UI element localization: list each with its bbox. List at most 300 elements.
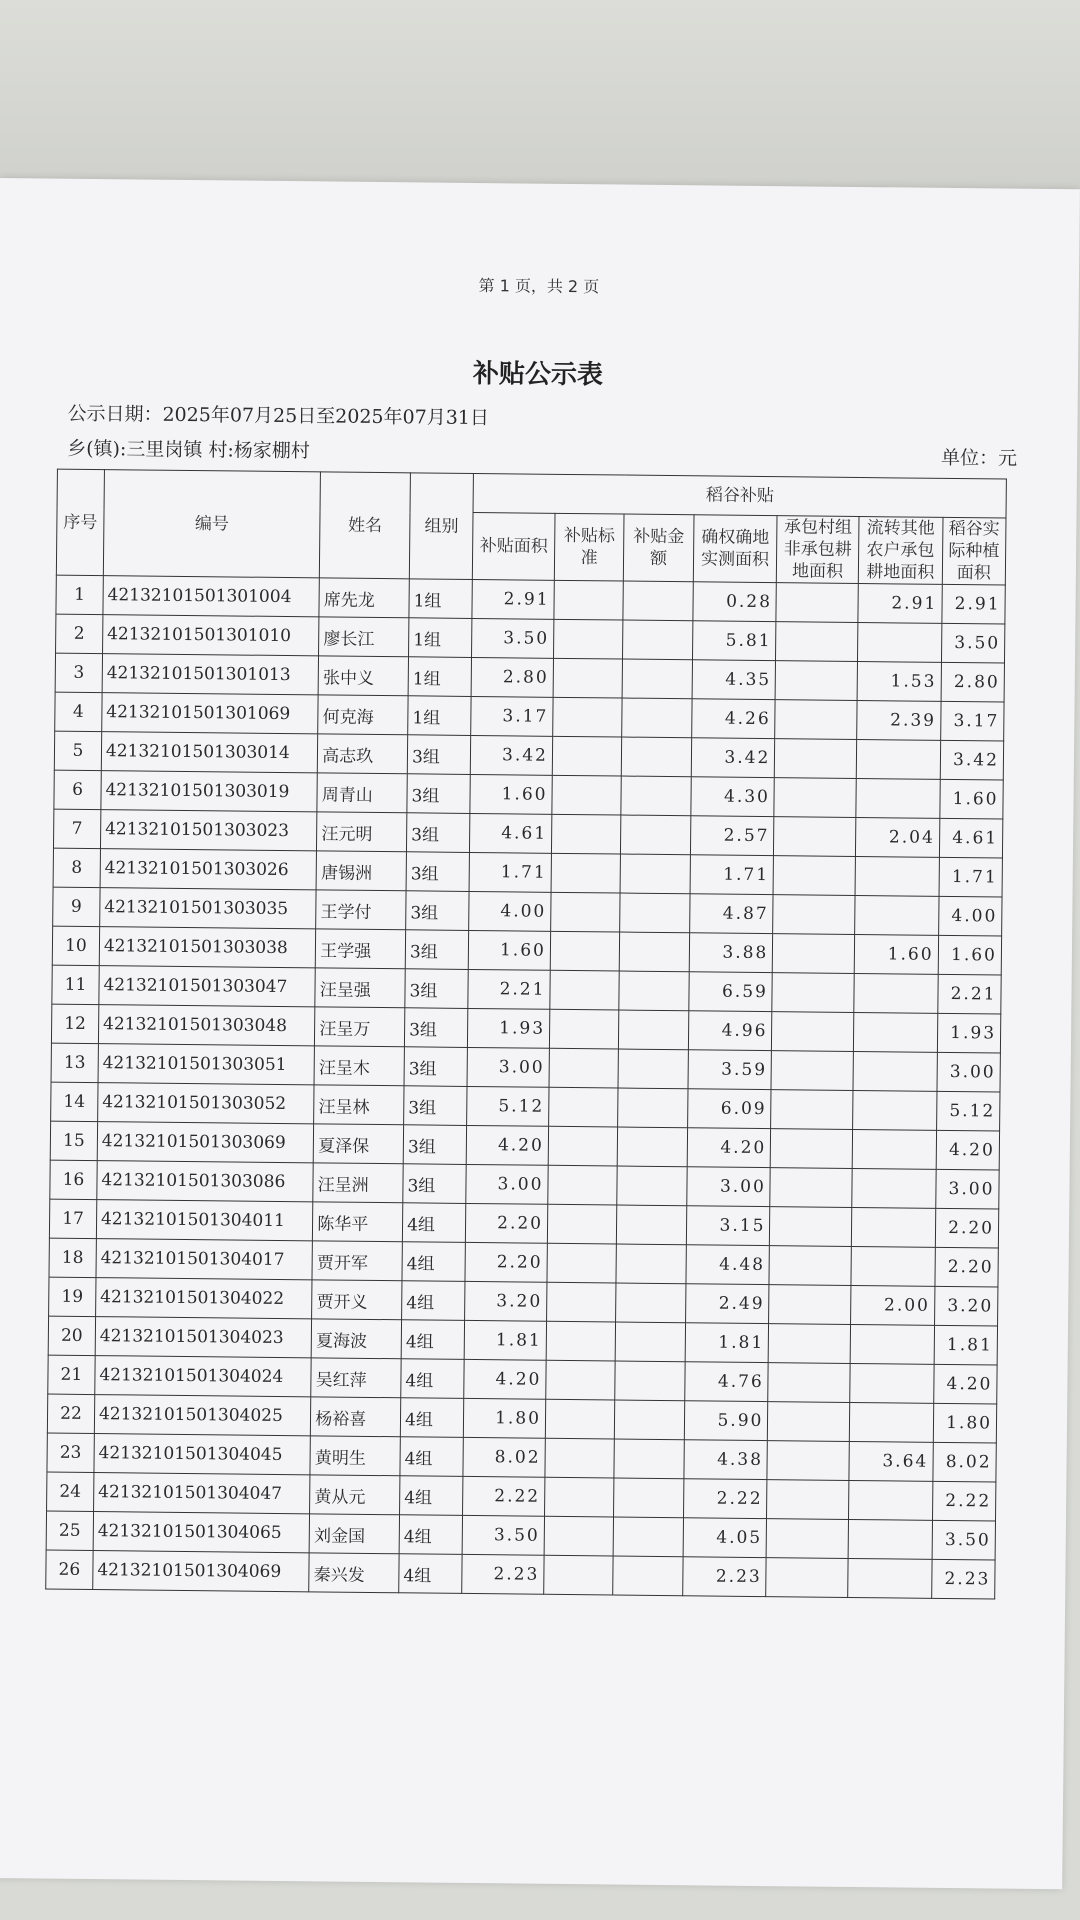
publication-date: 公示日期：2025年07月25日至2025年07月31日 bbox=[67, 402, 490, 430]
row-actual: 2.22 bbox=[932, 1481, 996, 1521]
row-amount bbox=[614, 1439, 684, 1479]
row-name: 汪呈万 bbox=[315, 1007, 405, 1047]
row-measured: 4.38 bbox=[684, 1440, 768, 1480]
row-code: 42132101501303052 bbox=[98, 1083, 315, 1124]
row-amount bbox=[618, 1049, 688, 1089]
row-name: 汪元明 bbox=[317, 812, 407, 852]
row-group: 1组 bbox=[408, 696, 472, 736]
row-contract bbox=[773, 856, 855, 896]
row-transfer bbox=[851, 1246, 935, 1286]
row-code: 42132101501304025 bbox=[94, 1395, 311, 1436]
row-group: 1组 bbox=[409, 579, 473, 619]
row-contract bbox=[770, 1207, 852, 1247]
row-area: 3.20 bbox=[465, 1281, 547, 1321]
row-measured: 2.57 bbox=[690, 816, 774, 856]
row-measured: 4.35 bbox=[692, 660, 776, 700]
header-transfer: 流转其他农户承包耕地面积 bbox=[858, 517, 942, 585]
row-measured: 3.88 bbox=[689, 933, 773, 973]
row-standard bbox=[547, 1243, 617, 1283]
row-standard bbox=[549, 1087, 619, 1127]
row-standard bbox=[550, 970, 620, 1010]
row-amount bbox=[621, 815, 691, 855]
row-contract bbox=[766, 1558, 848, 1598]
header-actual: 稻谷实际种植面积 bbox=[942, 517, 1006, 585]
row-group: 3组 bbox=[403, 1164, 467, 1204]
row-index: 9 bbox=[53, 887, 100, 926]
row-group: 3组 bbox=[406, 891, 470, 931]
row-transfer bbox=[856, 778, 940, 818]
row-index: 24 bbox=[47, 1472, 94, 1511]
row-actual: 4.00 bbox=[938, 896, 1002, 936]
row-index: 22 bbox=[47, 1394, 94, 1433]
row-transfer: 2.91 bbox=[858, 584, 942, 624]
row-transfer: 3.64 bbox=[849, 1441, 933, 1481]
row-standard bbox=[545, 1399, 615, 1439]
row-standard bbox=[544, 1477, 614, 1517]
row-contract bbox=[767, 1441, 849, 1481]
row-standard bbox=[548, 1126, 618, 1166]
row-measured: 1.71 bbox=[690, 855, 774, 895]
row-group: 3组 bbox=[405, 969, 469, 1009]
subsidy-table bbox=[45, 469, 1007, 1600]
row-code: 42132101501303051 bbox=[98, 1044, 315, 1085]
row-name: 汪呈洲 bbox=[313, 1163, 403, 1203]
row-group: 4组 bbox=[400, 1398, 464, 1438]
row-code: 42132101501303047 bbox=[99, 966, 316, 1007]
row-actual: 3.00 bbox=[937, 1052, 1001, 1092]
row-index: 5 bbox=[54, 731, 101, 770]
row-actual: 3.50 bbox=[941, 623, 1005, 663]
row-contract bbox=[768, 1363, 850, 1403]
row-contract bbox=[771, 1090, 853, 1130]
row-index: 6 bbox=[54, 770, 101, 809]
row-actual: 8.02 bbox=[933, 1442, 997, 1482]
row-name: 张中义 bbox=[318, 656, 408, 696]
row-amount bbox=[622, 737, 692, 777]
row-transfer bbox=[853, 1051, 937, 1091]
row-index: 25 bbox=[46, 1511, 93, 1550]
row-actual: 2.91 bbox=[942, 584, 1006, 624]
row-transfer bbox=[848, 1519, 932, 1559]
unit-label: 单位：元 bbox=[940, 446, 1018, 470]
row-name: 何克海 bbox=[318, 695, 408, 735]
row-index: 12 bbox=[51, 1004, 98, 1043]
row-index: 17 bbox=[49, 1199, 96, 1238]
row-amount bbox=[620, 893, 690, 933]
row-index: 16 bbox=[50, 1160, 97, 1199]
row-standard bbox=[553, 658, 623, 698]
row-group: 3组 bbox=[404, 1047, 468, 1087]
row-transfer bbox=[848, 1480, 932, 1520]
row-amount bbox=[618, 1127, 688, 1167]
row-group: 3组 bbox=[407, 735, 471, 775]
row-standard bbox=[545, 1438, 615, 1478]
header-amount: 补贴金额 bbox=[624, 514, 694, 582]
page-title: 补贴公示表 bbox=[472, 358, 604, 391]
header-area: 补贴面积 bbox=[473, 512, 555, 580]
row-name: 夏海波 bbox=[311, 1319, 401, 1359]
row-group: 3组 bbox=[405, 930, 469, 970]
row-transfer bbox=[856, 740, 940, 780]
row-area: 2.23 bbox=[462, 1554, 544, 1594]
row-amount bbox=[614, 1478, 684, 1518]
row-transfer: 2.04 bbox=[855, 817, 939, 857]
row-standard bbox=[548, 1165, 618, 1205]
row-code: 42132101501303069 bbox=[97, 1122, 314, 1163]
row-standard bbox=[551, 814, 621, 854]
row-area: 4.20 bbox=[467, 1125, 549, 1165]
row-measured: 3.00 bbox=[686, 1167, 770, 1207]
row-transfer: 1.60 bbox=[854, 934, 938, 974]
row-transfer bbox=[854, 973, 938, 1013]
row-contract bbox=[771, 1051, 853, 1091]
row-amount bbox=[615, 1400, 685, 1440]
row-code: 42132101501304023 bbox=[95, 1317, 312, 1358]
row-index: 26 bbox=[46, 1550, 93, 1589]
table-body bbox=[46, 575, 1006, 1599]
row-index: 23 bbox=[47, 1433, 94, 1472]
row-code: 42132101501301069 bbox=[102, 693, 319, 734]
row-code: 42132101501303048 bbox=[98, 1005, 315, 1046]
row-group: 3组 bbox=[407, 813, 471, 853]
row-area: 1.93 bbox=[468, 1008, 550, 1048]
row-area: 2.22 bbox=[463, 1476, 545, 1516]
row-index: 1 bbox=[56, 575, 103, 614]
row-actual: 1.80 bbox=[933, 1403, 997, 1443]
row-area: 2.91 bbox=[472, 579, 554, 619]
row-measured: 6.59 bbox=[689, 972, 773, 1012]
row-contract bbox=[774, 778, 856, 818]
row-group: 4组 bbox=[402, 1242, 466, 1282]
row-code: 42132101501303023 bbox=[100, 810, 317, 851]
row-amount bbox=[623, 581, 693, 621]
row-index: 2 bbox=[56, 614, 103, 653]
row-name: 王学付 bbox=[316, 890, 406, 930]
row-name: 刘金国 bbox=[309, 1514, 399, 1554]
row-area: 3.17 bbox=[471, 696, 553, 736]
row-area: 2.21 bbox=[468, 969, 550, 1009]
row-name: 黄从元 bbox=[310, 1475, 400, 1515]
row-measured: 5.90 bbox=[684, 1401, 768, 1441]
row-contract bbox=[776, 622, 858, 662]
row-actual: 1.60 bbox=[938, 935, 1002, 975]
paper-sheet bbox=[0, 178, 1080, 1889]
row-measured: 6.09 bbox=[687, 1089, 771, 1129]
row-amount bbox=[613, 1556, 683, 1596]
row-measured: 5.81 bbox=[692, 621, 776, 661]
row-actual: 2.20 bbox=[935, 1208, 999, 1248]
row-code: 42132101501304017 bbox=[96, 1239, 313, 1280]
row-amount bbox=[622, 659, 692, 699]
row-area: 3.50 bbox=[462, 1515, 544, 1555]
row-standard bbox=[552, 736, 622, 776]
row-transfer bbox=[852, 1168, 936, 1208]
row-transfer bbox=[853, 1090, 937, 1130]
row-index: 18 bbox=[49, 1238, 96, 1277]
row-amount bbox=[620, 854, 690, 894]
row-code: 42132101501303019 bbox=[101, 771, 318, 812]
row-contract bbox=[768, 1402, 850, 1442]
row-code: 42132101501301010 bbox=[102, 615, 319, 656]
row-contract bbox=[774, 817, 856, 857]
row-index: 13 bbox=[51, 1043, 98, 1082]
row-standard bbox=[549, 1048, 619, 1088]
row-contract bbox=[773, 934, 855, 974]
row-code: 42132101501304045 bbox=[94, 1434, 311, 1475]
row-code: 42132101501303086 bbox=[97, 1161, 314, 1202]
row-actual: 2.20 bbox=[935, 1247, 999, 1287]
header-row-group bbox=[57, 469, 1006, 518]
row-group: 3组 bbox=[407, 774, 471, 814]
row-amount bbox=[619, 1010, 689, 1050]
row-name: 汪呈林 bbox=[314, 1085, 404, 1125]
background-surface bbox=[0, 0, 1080, 200]
header-contract: 承包村组非承包耕地面积 bbox=[777, 516, 859, 584]
row-code: 42132101501303035 bbox=[100, 888, 317, 929]
row-actual: 5.12 bbox=[936, 1091, 1000, 1131]
row-actual: 3.00 bbox=[935, 1169, 999, 1209]
row-group: 1组 bbox=[408, 657, 472, 697]
row-area: 2.20 bbox=[465, 1242, 547, 1282]
row-name: 王学强 bbox=[316, 929, 406, 969]
row-group: 4组 bbox=[400, 1437, 464, 1477]
row-contract bbox=[775, 661, 857, 701]
row-standard bbox=[544, 1555, 614, 1595]
row-amount bbox=[613, 1517, 683, 1557]
row-amount bbox=[617, 1166, 687, 1206]
row-contract bbox=[775, 700, 857, 740]
row-index: 20 bbox=[48, 1316, 95, 1355]
row-actual: 1.60 bbox=[940, 779, 1004, 819]
row-group: 4组 bbox=[399, 1515, 463, 1555]
row-group: 1组 bbox=[409, 618, 473, 658]
row-contract bbox=[773, 895, 855, 935]
row-group: 4组 bbox=[402, 1281, 466, 1321]
row-measured: 2.49 bbox=[685, 1284, 769, 1324]
row-index: 4 bbox=[55, 692, 102, 731]
row-area: 8.02 bbox=[463, 1437, 545, 1477]
row-contract bbox=[770, 1168, 852, 1208]
row-amount bbox=[618, 1088, 688, 1128]
header-code: 编号 bbox=[103, 470, 320, 578]
row-group: 3组 bbox=[404, 1008, 468, 1048]
row-code: 42132101501304024 bbox=[95, 1356, 312, 1397]
row-area: 4.20 bbox=[464, 1359, 546, 1399]
row-standard bbox=[549, 1009, 619, 1049]
row-measured: 4.87 bbox=[689, 894, 773, 934]
row-transfer: 1.53 bbox=[857, 662, 941, 702]
row-actual: 1.93 bbox=[937, 1013, 1001, 1053]
row-name: 黄明生 bbox=[310, 1436, 400, 1476]
row-amount bbox=[622, 698, 692, 738]
row-index: 10 bbox=[52, 926, 99, 965]
row-name: 高志玖 bbox=[318, 734, 408, 774]
row-amount bbox=[615, 1322, 685, 1362]
row-actual: 2.21 bbox=[937, 974, 1001, 1014]
row-index: 15 bbox=[50, 1121, 97, 1160]
row-name: 汪呈木 bbox=[314, 1046, 404, 1086]
row-contract bbox=[766, 1519, 848, 1559]
row-name: 席先龙 bbox=[319, 578, 409, 618]
row-transfer bbox=[857, 623, 941, 663]
header-standard: 补贴标准 bbox=[554, 513, 624, 581]
row-name: 唐锡洲 bbox=[316, 851, 406, 891]
row-measured: 3.59 bbox=[688, 1050, 772, 1090]
row-standard bbox=[553, 619, 623, 659]
row-measured: 4.48 bbox=[686, 1245, 770, 1285]
row-area: 3.00 bbox=[466, 1164, 548, 1204]
row-measured: 3.15 bbox=[686, 1206, 770, 1246]
row-measured: 1.81 bbox=[685, 1323, 769, 1363]
row-measured: 4.96 bbox=[688, 1011, 772, 1051]
row-amount bbox=[615, 1361, 685, 1401]
row-area: 1.80 bbox=[464, 1398, 546, 1438]
row-standard bbox=[550, 931, 620, 971]
row-index: 19 bbox=[49, 1277, 96, 1316]
location-line: 乡(镇):三里岗镇 村:杨家棚村 bbox=[67, 437, 310, 463]
row-name: 杨裕喜 bbox=[311, 1397, 401, 1437]
row-group: 4组 bbox=[402, 1203, 466, 1243]
header-measured: 确权确地实测面积 bbox=[693, 515, 777, 583]
row-standard bbox=[554, 580, 624, 620]
row-actual: 4.20 bbox=[936, 1130, 1000, 1170]
row-transfer bbox=[855, 856, 939, 896]
row-code: 42132101501304069 bbox=[93, 1551, 310, 1592]
header-index: 序号 bbox=[56, 469, 104, 575]
row-standard bbox=[547, 1204, 617, 1244]
row-measured: 4.26 bbox=[691, 699, 775, 739]
row-actual: 4.61 bbox=[939, 818, 1003, 858]
row-area: 3.00 bbox=[467, 1047, 549, 1087]
row-amount bbox=[616, 1244, 686, 1284]
row-area: 1.81 bbox=[464, 1320, 546, 1360]
row-name: 廖长江 bbox=[319, 617, 409, 657]
row-measured: 2.23 bbox=[682, 1557, 766, 1597]
row-name: 贾开义 bbox=[312, 1280, 402, 1320]
row-index: 8 bbox=[53, 848, 100, 887]
row-area: 1.60 bbox=[469, 930, 551, 970]
row-contract bbox=[769, 1324, 851, 1364]
row-transfer bbox=[851, 1207, 935, 1247]
row-contract bbox=[772, 1012, 854, 1052]
row-measured: 4.30 bbox=[691, 777, 775, 817]
row-contract bbox=[769, 1285, 851, 1325]
row-area: 4.00 bbox=[469, 891, 551, 931]
row-group: 3组 bbox=[404, 1086, 468, 1126]
row-measured: 4.76 bbox=[684, 1362, 768, 1402]
row-transfer bbox=[850, 1363, 934, 1403]
header-rice-subsidy: 稻谷补贴 bbox=[473, 473, 1006, 518]
row-measured: 0.28 bbox=[693, 582, 777, 622]
row-standard bbox=[546, 1321, 616, 1361]
row-code: 42132101501304047 bbox=[93, 1473, 310, 1514]
row-group: 4组 bbox=[399, 1554, 463, 1594]
row-standard bbox=[547, 1282, 617, 1322]
row-name: 夏泽保 bbox=[313, 1124, 403, 1164]
row-group: 3组 bbox=[406, 852, 470, 892]
row-measured: 3.42 bbox=[691, 738, 775, 778]
row-standard bbox=[553, 697, 623, 737]
row-actual: 1.71 bbox=[939, 857, 1003, 897]
row-code: 42132101501303014 bbox=[101, 732, 318, 773]
row-transfer bbox=[849, 1402, 933, 1442]
row-amount bbox=[620, 932, 690, 972]
header-name: 姓名 bbox=[320, 472, 411, 579]
row-code: 42132101501301013 bbox=[102, 654, 319, 695]
row-standard bbox=[551, 892, 621, 932]
row-amount bbox=[617, 1205, 687, 1245]
row-code: 42132101501303038 bbox=[99, 927, 316, 968]
row-name: 吴红萍 bbox=[311, 1358, 401, 1398]
row-amount bbox=[616, 1283, 686, 1323]
row-name: 周青山 bbox=[317, 773, 407, 813]
row-index: 21 bbox=[48, 1355, 95, 1394]
row-contract bbox=[769, 1246, 851, 1286]
row-area: 3.50 bbox=[472, 618, 554, 658]
header-group: 组别 bbox=[409, 473, 473, 580]
row-group: 4组 bbox=[401, 1359, 465, 1399]
row-measured: 2.22 bbox=[683, 1479, 767, 1519]
row-name: 陈华平 bbox=[313, 1202, 403, 1242]
row-area: 1.60 bbox=[470, 774, 552, 814]
row-code: 42132101501303026 bbox=[100, 849, 317, 890]
row-transfer bbox=[850, 1324, 934, 1364]
row-actual: 3.50 bbox=[932, 1520, 996, 1560]
row-amount bbox=[623, 620, 693, 660]
row-amount bbox=[621, 776, 691, 816]
row-actual: 3.20 bbox=[934, 1286, 998, 1326]
row-actual: 1.81 bbox=[934, 1325, 998, 1365]
row-transfer bbox=[848, 1558, 932, 1598]
row-contract bbox=[775, 739, 857, 779]
row-group: 3组 bbox=[403, 1125, 467, 1165]
row-measured: 4.05 bbox=[683, 1518, 767, 1558]
row-transfer: 2.39 bbox=[857, 701, 941, 741]
row-standard bbox=[551, 853, 621, 893]
row-actual: 3.42 bbox=[940, 740, 1004, 780]
row-contract bbox=[772, 973, 854, 1013]
row-code: 42132101501304011 bbox=[96, 1200, 313, 1241]
row-area: 3.42 bbox=[471, 735, 553, 775]
row-index: 3 bbox=[55, 653, 102, 692]
row-measured: 4.20 bbox=[687, 1128, 771, 1168]
row-code: 42132101501304065 bbox=[93, 1512, 310, 1553]
row-actual: 3.17 bbox=[940, 701, 1004, 741]
row-index: 7 bbox=[53, 809, 100, 848]
row-actual: 2.23 bbox=[931, 1559, 995, 1599]
row-area: 1.71 bbox=[469, 852, 551, 892]
row-transfer bbox=[852, 1129, 936, 1169]
row-area: 2.80 bbox=[471, 657, 553, 697]
row-amount bbox=[619, 971, 689, 1011]
row-area: 4.61 bbox=[470, 813, 552, 853]
row-transfer: 2.00 bbox=[851, 1285, 935, 1325]
row-standard bbox=[546, 1360, 616, 1400]
row-name: 汪呈强 bbox=[315, 968, 405, 1008]
row-index: 14 bbox=[51, 1082, 98, 1121]
row-transfer bbox=[855, 895, 939, 935]
row-actual: 2.80 bbox=[941, 662, 1005, 702]
row-contract bbox=[776, 583, 858, 623]
page-number: 第 1 页，共 2 页 bbox=[478, 276, 600, 297]
row-transfer bbox=[853, 1012, 937, 1052]
row-name: 贾开军 bbox=[312, 1241, 402, 1281]
row-standard bbox=[544, 1516, 614, 1556]
row-area: 2.20 bbox=[466, 1203, 548, 1243]
row-contract bbox=[771, 1129, 853, 1169]
row-group: 4组 bbox=[400, 1476, 464, 1516]
row-group: 4组 bbox=[401, 1320, 465, 1360]
